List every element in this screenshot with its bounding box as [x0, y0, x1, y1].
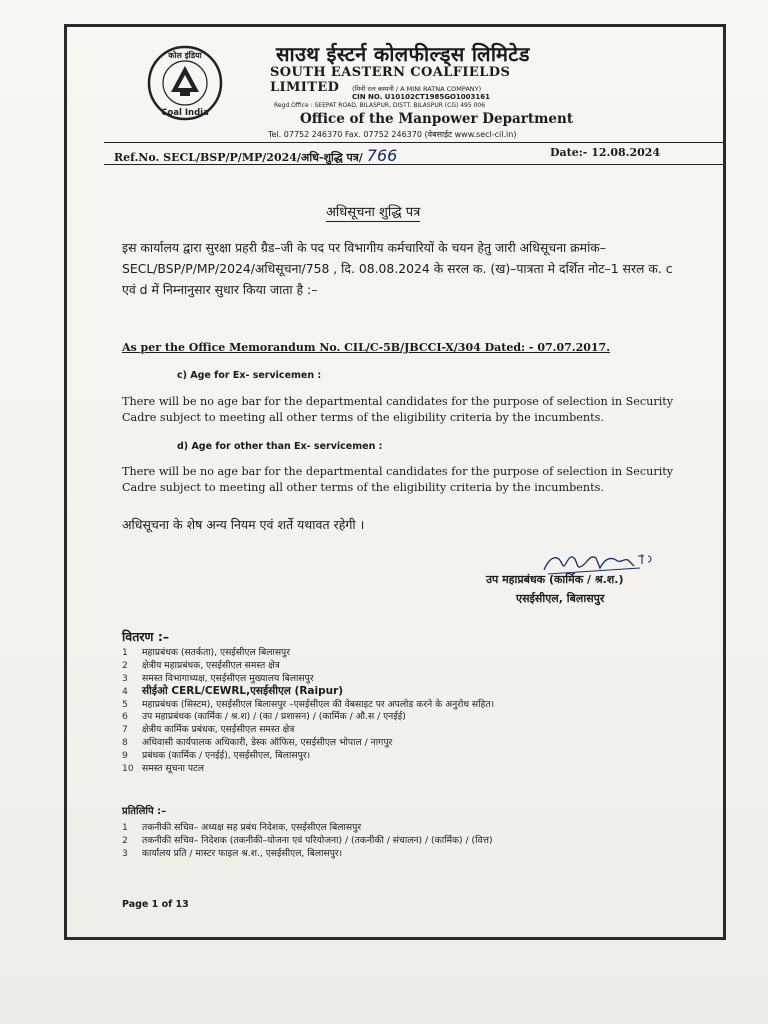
item-text: महाप्रबंधक (सतर्कता), एसईसीएल बिलासपुर: [142, 647, 291, 658]
copy-heading: प्रतिलिपि :–: [122, 806, 167, 817]
company-cin: CIN NO. U10102CT1985GO1003161: [352, 93, 491, 101]
item-text: समस्त विभागाध्यक्ष, एसईसीएल मुख्यालय बिलासपुर: [142, 672, 314, 684]
office-memorandum-reference: As per the Office Memorandum No. CIL/C-5B/JBCCI-X/304 Dated: - 07.07.2017.: [122, 341, 611, 354]
list-item: [122, 658, 494, 671]
list-item: [122, 684, 494, 697]
header-divider-bottom: [104, 164, 726, 165]
signatory-office: एसईसीएल, बिलासपुर: [516, 592, 605, 605]
item-text: कार्यालय प्रति / मास्टर फाइल श्र.श., एसईसीएल, बिलासपुर।: [142, 847, 343, 859]
company-subsidiary-note: (मिनी रत्न कम्पनी / A MINI RATNA COMPANY): [352, 85, 482, 93]
item-number: 4: [122, 685, 128, 697]
section-d-heading: d) Age for other than Ex- servicemen :: [177, 441, 383, 452]
list-item: [122, 846, 493, 859]
item-text: महाप्रबंधक (सिस्टम), एसईसीएल बिलासपुर –एसईसीएल की वेबसाइट पर अपलोड करने के अनुरोध सहित।: [142, 698, 495, 710]
document-title: अधिसूचना शुद्धि पत्र: [326, 202, 420, 222]
item-text: तकनीकी सचिव– अध्यक्ष सह प्रबंध निदेशक, एसईसीएल बिलासपुर: [142, 822, 362, 833]
list-item: [122, 820, 493, 833]
distribution-list: [122, 645, 494, 774]
item-number: 1: [122, 647, 128, 658]
page-number: Page 1 of 13: [122, 899, 189, 910]
section-c-text: There will be no age bar for the departmental candidates for the purpose of selection in Security Cadre subject to meeting all other terms of the eligibility criteria by the incumbents.: [122, 395, 674, 424]
item-number: 3: [122, 847, 128, 859]
list-item: [122, 833, 493, 846]
item-number: 5: [122, 698, 128, 710]
distribution-heading: वितरण :–: [122, 629, 170, 644]
header-divider-top: [104, 142, 726, 143]
item-number: 3: [122, 672, 128, 684]
item-number: 8: [122, 737, 128, 749]
company-name-hindi: साउथ ईस्टर्न कोलफील्ड्स लिमिटेड: [276, 42, 530, 66]
item-text: उप महाप्रबंधक (कार्मिक / श्र.श) / (का / प्रशासन) / (कार्मिक / औ.स / एनईई): [142, 711, 406, 723]
list-item: [122, 735, 494, 748]
department-name: Office of the Manpower Department: [300, 111, 574, 127]
logo-text-en: Coal India: [161, 108, 209, 118]
list-item: [122, 671, 494, 684]
item-number: 7: [122, 724, 128, 736]
item-text: समस्त सूचना पटल: [142, 763, 204, 775]
list-item: [122, 761, 494, 774]
item-number: 1: [122, 822, 128, 833]
coal-india-logo-icon: [146, 44, 224, 122]
list-item: [122, 748, 494, 761]
item-text: प्रबंधक (कार्मिक / एनईई), एसईसीएल, बिलासपुर।: [142, 750, 311, 762]
intro-paragraph-hindi: इस कार्यालय द्वारा सुरक्षा प्रहरी ग्रैड–जी के पद पर विभागीय कर्मचारियों के चयन हेतु जारी अधिसूचना क्रमांक– SECL/BSP/P/MP/2024/अधिसूचना/758 , दि. 08.08.2024 के सरल क. (ख)–पात्रता मे दर्शित नोट–1 सरल क. c एवं d में निम्नानुसार सुधार किया जाता है :–: [122, 240, 673, 297]
item-text: अधिवासी कार्यपालक अधिकारी, डेस्क ऑफिस, एसईसीएल भोपाल / नागपुर: [142, 737, 393, 749]
registered-office: Regd.Office : SEEPAT ROAD, BILASPUR, DISTT. BILASPUR (CG) 495 006: [274, 102, 486, 109]
item-text: क्षेत्रीय महाप्रबंधक, एसईसीएल समस्त क्षेत्र: [142, 659, 280, 671]
company-name-english: SOUTH EASTERN COALFIELDS LIMITED: [270, 65, 511, 95]
item-text: सीईओ CERL/CEWRL,एसईसीएल (Raipur): [142, 684, 344, 697]
list-item: [122, 697, 494, 710]
list-item: [122, 709, 494, 722]
section-d-text: There will be no age bar for the departmental candidates for the purpose of selection in Security Cadre subject to meeting all other terms of the eligibility criteria by the incumbents.: [122, 465, 674, 494]
logo-text-hi: कोल इंडिया: [168, 51, 202, 60]
list-item: [122, 645, 494, 658]
handwritten-ref-number: 766: [366, 146, 398, 165]
document-date: Date:- 12.08.2024: [550, 146, 661, 159]
item-number: 10: [122, 763, 134, 775]
list-item: [122, 722, 494, 735]
item-text: क्षेत्रीय कार्मिक प्रबंधक, एसईसीएल समस्त क्षेत्र: [142, 724, 295, 736]
signatory-designation: उप महाप्रबंधक (कार्मिक / श्र.श.): [486, 573, 624, 586]
item-number: 9: [122, 750, 128, 762]
section-c-heading: c) Age for Ex- servicemen :: [177, 370, 322, 381]
reference-label: Ref.No. SECL/BSP/P/MP/2024/अधि-शुद्धि पत्र/: [114, 151, 363, 164]
item-number: 2: [122, 834, 128, 846]
contact-line: Tel. 07752 246370 Fax. 07752 246370 (वेबसाईट www.secl-cil.in): [268, 130, 517, 139]
reference-number: [114, 146, 397, 165]
copy-list: [122, 820, 493, 859]
item-number: 2: [122, 659, 128, 671]
remaining-terms-note: अधिसूचना के शेष अन्य नियम एवं शर्ते यथावत रहेगी ।: [122, 517, 365, 532]
item-text: तकनीकी सचिव– निदेशक (तकनीकी–योजना एवं परियोजना) / (तकनीकी / संचालन) / (कार्मिक) / (वित्त): [142, 834, 493, 846]
item-number: 6: [122, 711, 128, 723]
